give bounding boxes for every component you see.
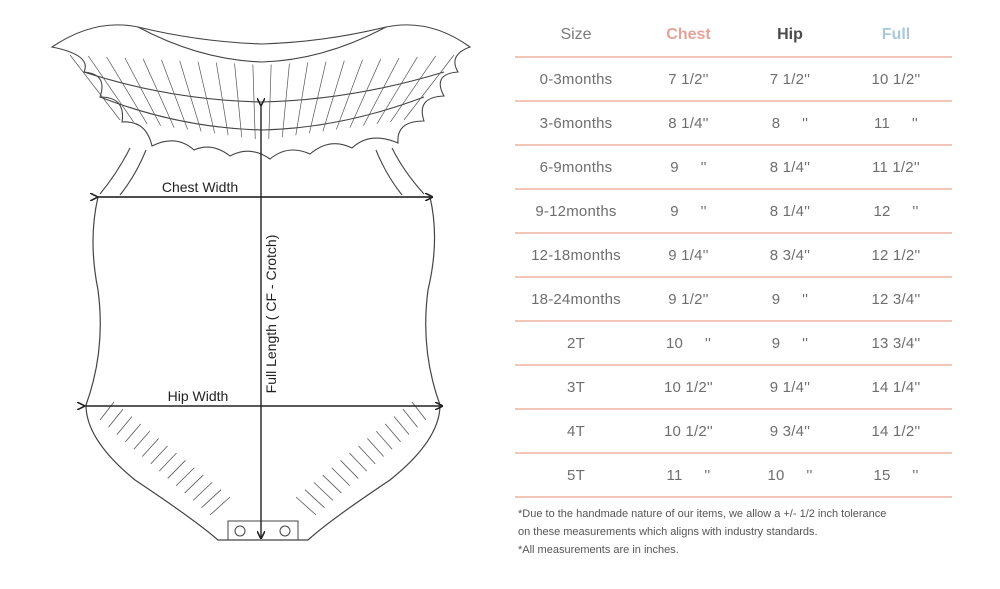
full-cell: 12 1/2'' [871, 246, 921, 264]
full-cell: 13 3/4'' [871, 334, 921, 352]
chest-cell: 10 1/2'' [663, 422, 714, 440]
hip-cell: 7 1/2'' [769, 70, 811, 88]
full-cell: 12 3/4'' [871, 290, 921, 308]
table-row [515, 100, 952, 144]
table-row [515, 452, 952, 498]
header-hip: Hip [777, 25, 803, 43]
size-cell: 6-9months [539, 158, 613, 176]
size-chart-table [515, 13, 952, 498]
chest-cell: 10 '' [665, 334, 712, 352]
table-header [515, 13, 952, 56]
table-row [515, 144, 952, 188]
hip-cell: 9 '' [771, 334, 809, 352]
shoulder-straps [100, 148, 424, 195]
chest-cell: 9 1/2'' [668, 290, 709, 308]
tolerance-notes [518, 505, 988, 559]
snap-buttons [228, 521, 298, 540]
chest-cell: 9 '' [670, 202, 707, 220]
chest-cell: 9 1/4'' [668, 246, 709, 264]
hip-width-label: Hip Width [167, 388, 229, 404]
hip-cell: 9 3/4'' [769, 422, 811, 440]
size-cell: 2T [567, 334, 585, 352]
hip-cell: 9 '' [771, 290, 809, 308]
note-line-1: *Due to the handmade nature of our items, we allow a +/- 1/2 inch tolerance [518, 508, 887, 520]
table-row [515, 320, 952, 364]
size-cell: 5T [567, 466, 585, 484]
hip-cell: 9 1/4'' [769, 378, 811, 396]
size-cell: 12-18months [531, 246, 621, 264]
hip-cell: 10 '' [767, 466, 813, 484]
table-row [515, 232, 952, 276]
full-cell: 14 1/4'' [871, 378, 921, 396]
chest-cell: 8 1/4'' [668, 114, 709, 132]
header-chest: Chest [666, 25, 711, 43]
size-cell: 3T [567, 378, 585, 396]
hip-cell: 8 1/4'' [769, 158, 811, 176]
header-size: Size [560, 25, 592, 43]
full-cell: 11 1/2'' [872, 158, 920, 176]
chest-width-label: Chest Width [161, 179, 239, 195]
full-cell: 11 '' [874, 114, 918, 132]
table-row [515, 364, 952, 408]
chest-cell: 9 '' [670, 158, 707, 176]
full-cell: 10 1/2'' [871, 70, 921, 88]
table-row [515, 276, 952, 320]
hip-cell: 8 3/4'' [769, 246, 811, 264]
table-row [515, 56, 952, 100]
size-cell: 0-3months [539, 70, 613, 88]
header-full: Full [881, 25, 911, 43]
chest-cell: 11 '' [666, 466, 711, 484]
note-line-3: *All measurements are in inches. [518, 544, 679, 556]
size-cell: 4T [567, 422, 585, 440]
full-cell: 15 '' [873, 466, 919, 484]
size-cell: 9-12months [535, 202, 617, 220]
size-cell: 3-6months [539, 114, 613, 132]
full-length-label: Full Length ( CF - Crotch) [263, 234, 279, 394]
chest-cell: 10 1/2'' [663, 378, 714, 396]
chest-cell: 7 1/2'' [668, 70, 709, 88]
table-row [515, 408, 952, 452]
ruffle-pleat-lines [70, 55, 454, 139]
table-row [515, 188, 952, 232]
full-cell: 14 1/2'' [871, 422, 921, 440]
leg-gather-lines [100, 402, 426, 515]
hip-cell: 8 '' [771, 114, 809, 132]
full-cell: 12 '' [873, 202, 919, 220]
hip-cell: 8 1/4'' [769, 202, 811, 220]
size-cell: 18-24months [531, 290, 621, 308]
note-line-2: on these measurements which aligns with industry standards. [518, 526, 818, 538]
